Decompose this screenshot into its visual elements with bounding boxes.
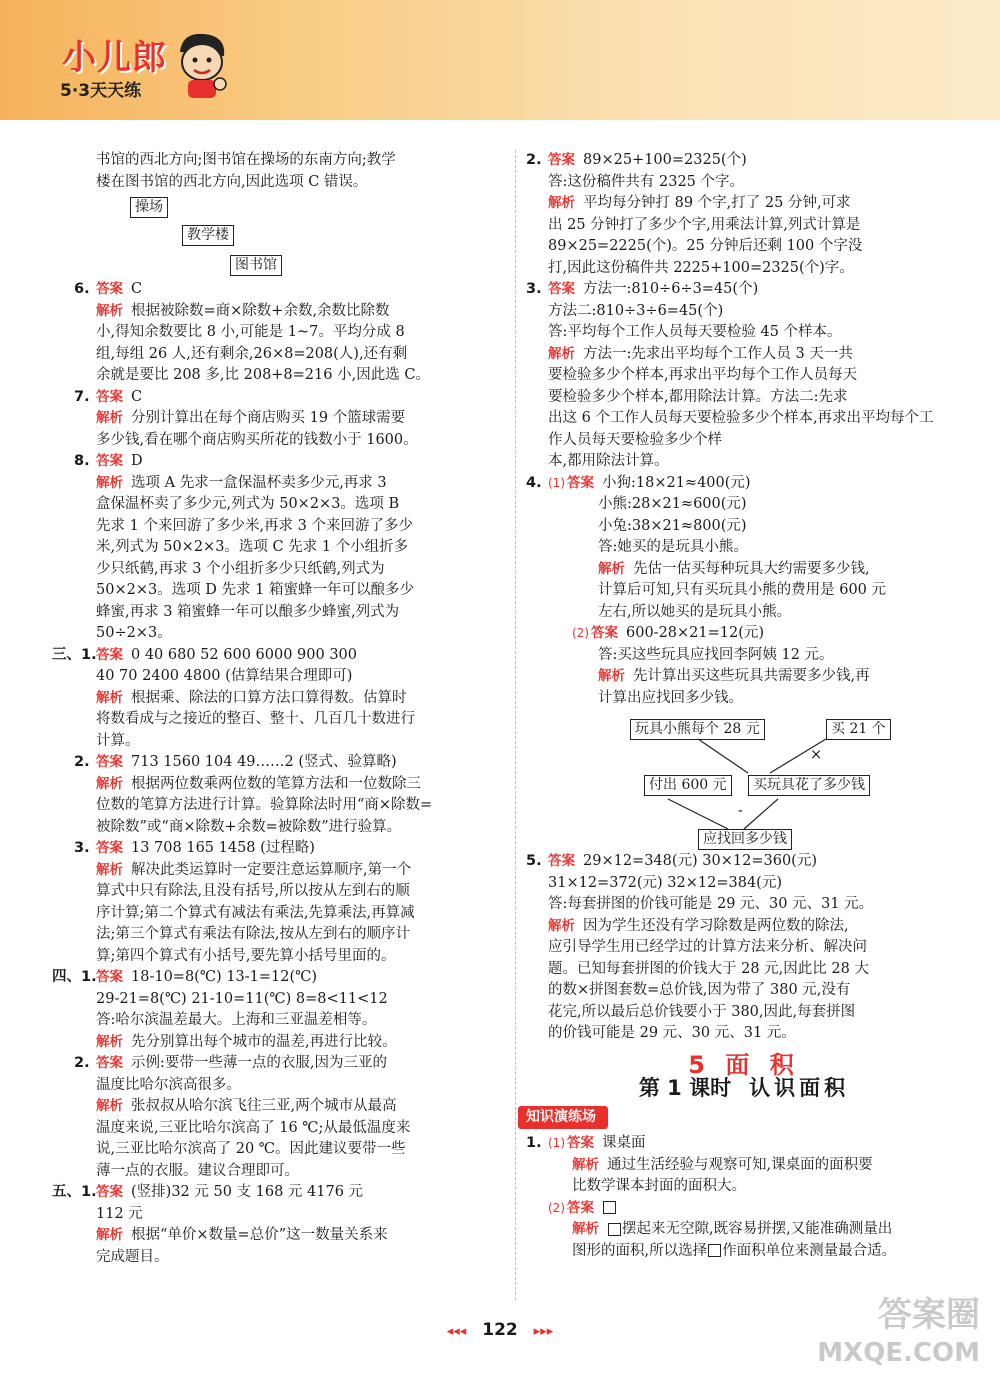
analysis-line: 计算。	[96, 732, 140, 749]
analysis-tag: 解析	[96, 1227, 123, 1243]
analysis-line: 分别计算出在每个商店购买 19 个篮球需要	[131, 410, 406, 426]
analysis-tag: 解析	[598, 668, 625, 684]
analysis-line: 将数看成与之接近的整百、整十、几百几十数进行	[96, 711, 415, 727]
map-figure	[96, 193, 494, 279]
section3-question-1	[52, 645, 494, 753]
analysis-line: 选项 A 先求一盒保温杯卖多少元,再求 3	[131, 474, 387, 491]
analysis-tag: 解析	[96, 474, 123, 491]
analysis-tag: 解析	[96, 689, 123, 706]
analysis-line: 根据“单价×数量=总价”这一数量关系来	[131, 1227, 388, 1243]
answer-text: 答:每套拼图的价钱可能是 29 元、30 元、31 元。	[548, 896, 874, 912]
answer-text: 答:买这些玩具应找回李阿姨 12 元。	[598, 646, 834, 663]
answer-tag: 答案	[567, 474, 594, 491]
analysis-line: 先分别算出每个城市的温差,再进行比较。	[131, 1033, 397, 1050]
answer-tag: 答案	[96, 388, 123, 405]
analysis-line: 因为学生还没有学习除数是两位数的除法,	[583, 917, 849, 934]
analysis-line: 比数学课本封面的面积大。	[572, 1178, 746, 1194]
answer-text: 713 1560 104 49……2 (竖式、验算略)	[131, 754, 397, 770]
question-number: 3.	[74, 840, 90, 856]
question-4	[526, 473, 940, 848]
answer-text: 答:平均每个工作人员每天要检验 45 个样本。	[548, 324, 842, 340]
header-banner	[0, 0, 1000, 120]
sub-number: (2)	[572, 626, 589, 640]
flow-box-unit-price: 玩具小熊每个 28 元	[630, 719, 765, 740]
question-number: 2.	[526, 152, 542, 168]
analysis-line: 平均每分钟打 89 个字,打了 25 分钟,可求	[583, 195, 851, 211]
analysis-tag: 解析	[96, 775, 123, 792]
question-3	[526, 279, 940, 473]
question-number: 四、1.	[52, 969, 97, 985]
section3-question-2	[74, 752, 494, 838]
analysis-line: 左右,所以她买的是玩具小熊。	[598, 603, 792, 620]
analysis-line: 根据两位数乘两位数的笔算方法和一位数除三	[131, 775, 421, 792]
answer-tag: 答案	[96, 1184, 123, 1200]
answer-tag: 答案	[96, 281, 123, 297]
analysis-line: 先估一估买每种玩具大约需要多少钱,	[633, 560, 870, 577]
analysis-tag: 解析	[96, 861, 123, 878]
answer-text: 89×25+100=2325(个)	[583, 152, 747, 168]
watermark-url: MXQE.COM	[817, 1338, 980, 1368]
answer-text: C	[131, 281, 143, 297]
answer-text: 29-21=8(℃) 21-10=11(℃) 8=8<11<12	[96, 990, 388, 1007]
answer-text: 29×12=348(元) 30×12=360(元)	[583, 853, 817, 869]
analysis-tag: 解析	[96, 1098, 123, 1114]
answer-tag: 答案	[96, 646, 123, 663]
question-number: 5.	[526, 853, 542, 869]
analysis-line: 完成题目。	[96, 1248, 169, 1265]
answer-tag: 答案	[96, 840, 123, 856]
answer-tag: 答案	[567, 1199, 594, 1216]
question-5	[526, 851, 940, 1045]
analysis-line: 花完,所以最后总价钱要小于 380,因此,每套拼图	[548, 1003, 856, 1020]
column-divider	[515, 150, 516, 1300]
analysis-line: 米,列式为 50×2×3。选项 C 先求 1 个小组折多	[96, 539, 409, 555]
analysis-line: 薄一点的衣服。建议合理即可。	[96, 1162, 299, 1179]
flow-op-subtract: -	[738, 803, 743, 819]
analysis-line: 少只纸鹤,再求 3 个小组折多少只纸鹤,列式为	[96, 560, 385, 577]
knowledge-question-1	[526, 1133, 940, 1262]
flow-op-multiply: ×	[810, 747, 823, 763]
question-number: 三、1.	[52, 646, 97, 663]
answer-text: 小兔:38×21≈800(元)	[598, 517, 747, 534]
section5-question-1	[52, 1182, 494, 1268]
watermark-line: 答案圈	[878, 1295, 980, 1335]
analysis-line: 多少钱,看在哪个商店购买所花的钱数小于 1600。	[96, 431, 418, 448]
analysis-line: 先计算出买这些玩具共需要多少钱,再	[633, 668, 870, 684]
analysis-line: 题。已知每套拼图的价钱大于 28 元,因此比 28 大	[548, 960, 869, 977]
analysis-line: 应引导学生用已经学过的计算方法来分析、解决问	[548, 939, 867, 955]
page-number: 122	[482, 1320, 518, 1340]
boy-thumbs-up-icon	[172, 30, 232, 100]
answer-text: 答:这份稿件共有 2325 个字。	[548, 173, 745, 190]
sub-number: (2)	[548, 1200, 565, 1215]
analysis-line: 根据乘、除法的口算方法口算得数。估算时	[131, 689, 407, 706]
analysis-line: 作面积单位来测量最合适。	[722, 1242, 897, 1259]
analysis-line: 50÷2×3。	[96, 625, 172, 641]
flow-box-total-cost: 买玩具花了多少钱	[748, 775, 870, 796]
analysis-line: 打,因此这份稿件共 2225+100=2325(个)字。	[548, 259, 854, 276]
left-column	[52, 150, 494, 1268]
analysis-line: 序计算;第二个算式有减法有乘法,先算乘法,再算减	[96, 904, 415, 921]
section3-question-3	[74, 838, 494, 967]
square-unit-icon	[603, 1201, 616, 1214]
analysis-line: 位数的笔算方法进行计算。验算除法时用“商×除数=	[96, 797, 433, 813]
question-number: 五、1.	[52, 1184, 97, 1200]
answer-text: 13 708 165 1458 (过程略)	[131, 840, 315, 856]
analysis-tag: 解析	[96, 410, 123, 426]
question-2	[526, 150, 940, 279]
answer-tag: 答案	[96, 1055, 123, 1071]
flow-box-paid: 付出 600 元	[644, 775, 732, 796]
analysis-line: 被除数”或“商×除数+余数=被除数”进行验算。	[96, 818, 402, 835]
map-box-library: 图书馆	[230, 255, 282, 276]
lesson-number: 第 1 课时	[638, 1076, 732, 1100]
analysis-line: 温度来说,三亚比哈尔滨高了 16 ℃;从最低温度来	[96, 1119, 411, 1136]
answer-tag: 答案	[548, 281, 575, 297]
analysis-line: 出 25 分钟打了多少个字,用乘法计算,列式计算是	[548, 216, 861, 233]
answer-text: C	[131, 388, 143, 405]
question-number: 6.	[74, 281, 90, 297]
answer-text: 18-10=8(℃) 13-1=12(℃)	[131, 969, 318, 985]
question-number: 7.	[74, 388, 90, 405]
flow-box-change: 应找回多少钱	[698, 829, 792, 850]
analysis-line: 89×25=2225(个)。25 分钟后还剩 100 个字没	[548, 238, 863, 254]
analysis-line: 解决此类运算时一定要注意运算顺序,第一个	[131, 861, 412, 878]
answer-text: D	[131, 453, 143, 469]
flow-box-quantity: 买 21 个	[826, 719, 891, 740]
answer-tag: 答案	[96, 754, 123, 770]
answer-text: 课桌面	[602, 1135, 646, 1151]
analysis-line: 的价钱可能是 29 元、30 元、31 元。	[548, 1025, 796, 1041]
answer-text: 40 70 2400 4800 (估算结果合理即可)	[96, 668, 353, 684]
analysis-tag: 解析	[572, 1156, 599, 1173]
answer-text: 答:她买的是玩具小熊。	[598, 539, 748, 555]
answer-text: 小狗:18×21≈400(元)	[602, 474, 751, 491]
square-unit-icon	[608, 1223, 621, 1236]
analysis-line: 说,三亚比哈尔滨高了 20 ℃。因此建议要带一些	[96, 1141, 406, 1157]
right-column	[526, 150, 940, 1262]
analysis-line: 小,得知余数要比 8 小,可能是 1~7。平均分成 8	[96, 324, 405, 340]
answer-text: 方法一:810÷6÷3=45(个)	[583, 281, 759, 297]
answer-text: 0 40 680 52 600 6000 900 300	[131, 646, 357, 663]
intro-line: 书馆的西北方向;图书馆在操场的东南方向;教学	[96, 152, 396, 168]
brand-logo: 小儿郎	[62, 38, 167, 78]
analysis-line: 计算后可知,只有买玩具小熊的费用是 600 元	[598, 582, 887, 598]
answer-tag: 答案	[548, 152, 575, 168]
analysis-tag: 解析	[598, 560, 625, 577]
lesson-name: 认识面积	[749, 1076, 850, 1100]
section4-question-2	[74, 1053, 494, 1182]
answer-tag: 答案	[591, 625, 618, 641]
analysis-line: 要检验多少个样本,都用除法计算。方法二:先求	[548, 388, 848, 405]
analysis-tag: 解析	[96, 302, 123, 319]
answer-text: 31×12=372(元) 32×12=384(元)	[548, 874, 782, 891]
answer-tag: 答案	[567, 1135, 594, 1151]
map-box-teaching-building: 教学楼	[182, 225, 234, 246]
sub-number: (1)	[548, 475, 565, 490]
watermark	[817, 1296, 980, 1372]
analysis-line: 先求 1 个来回游了多少米,再求 3 个来回游了多少	[96, 517, 413, 534]
analysis-line: 方法一:先求出平均每个工作人员 3 天一共	[583, 345, 853, 362]
intro-line: 楼在图书馆的西北方向,因此选项 C 错误。	[96, 173, 368, 190]
question-number: 2.	[74, 1055, 90, 1071]
analysis-line: 50×2×3。选项 D 先求 1 箱蜜蜂一年可以酿多少	[96, 582, 414, 598]
answer-text: 示例:要带一些薄一点的衣服,因为三亚的	[131, 1055, 387, 1071]
question-number: 2.	[74, 754, 90, 770]
analysis-line: 计算出应找回多少钱。	[598, 689, 743, 706]
map-box-playground: 操场	[130, 197, 168, 218]
answer-text: (竖排)32 元 50 支 168 元 4176 元	[131, 1184, 364, 1200]
section-title: 5 面 积	[688, 1050, 800, 1079]
right-arrows-icon: ▸▸▸	[533, 1324, 554, 1339]
analysis-tag: 解析	[572, 1221, 599, 1237]
analysis-line: 算;第四个算式有小括号,要先算小括号里面的。	[96, 947, 396, 964]
analysis-line: 本,都用除法计算。	[548, 453, 669, 469]
analysis-tag: 解析	[548, 345, 575, 362]
analysis-line: 要检验多少个样本,再求出平均每个工作人员每天	[548, 367, 858, 383]
answer-text: 600-28×21=12(元)	[626, 625, 765, 641]
analysis-tag: 解析	[548, 195, 575, 211]
section4-question-1	[52, 967, 494, 1053]
answer-text: 112 元	[96, 1205, 143, 1222]
analysis-line: 根据被除数=商×除数+余数,余数比除数	[131, 302, 390, 319]
analysis-line: 组,每组 26 人,还有剩余,26×8=208(人),还有剩	[96, 345, 408, 362]
question-7	[74, 387, 494, 452]
flow-diagram	[548, 717, 940, 847]
analysis-line: 张叔叔从哈尔滨飞往三亚,两个城市从最高	[131, 1098, 397, 1114]
answer-tag: 答案	[96, 453, 123, 469]
practice-ribbon: 知识演练场	[518, 1106, 608, 1130]
series-name: 5·3天天练	[60, 81, 142, 101]
analysis-line: 蜂蜜,再求 3 箱蜜蜂一年可以酿多少蜂蜜,列式为	[96, 603, 400, 620]
analysis-line: 的数×拼图套数=总价钱,因为带了 380 元,没有	[548, 982, 851, 998]
sub-number: (1)	[548, 1136, 565, 1150]
analysis-line: 通过生活经验与观察可知,课桌面的面积要	[607, 1156, 873, 1173]
question-number: 3.	[526, 281, 542, 297]
answer-tag: 答案	[548, 853, 575, 869]
analysis-line: 算式中只有除法,且没有括号,所以按从左到右的顺	[96, 883, 410, 899]
analysis-line: 盒保温杯卖了多少元,列式为 50×2×3。选项 B	[96, 496, 400, 512]
question-number: 8.	[74, 453, 90, 469]
analysis-line: 余就是要比 208 多,比 208+8=216 小,因此选 C。	[96, 367, 430, 383]
question-number: 1.	[526, 1135, 542, 1151]
analysis-line: 摆起来无空隙,既容易拼摆,又能准确测量出	[622, 1221, 893, 1237]
left-arrows-icon: ◂◂◂	[446, 1324, 467, 1339]
answer-text: 方法二:810÷3÷6=45(个)	[548, 302, 724, 319]
answer-text: 答:哈尔滨温差最大。上海和三亚温差相等。	[96, 1012, 377, 1028]
analysis-line: 图形的面积,所以选择	[572, 1242, 708, 1259]
answer-tag: 答案	[96, 969, 123, 985]
question-6	[74, 279, 494, 387]
analysis-tag: 解析	[96, 1033, 123, 1050]
analysis-line: 法;第三个算式有乘法有除法,按从左到右的顺序计	[96, 926, 410, 942]
question-8	[74, 451, 494, 645]
answer-text: 小熊:28×21≈600(元)	[598, 496, 747, 512]
question-number: 4.	[526, 474, 542, 491]
square-unit-icon	[708, 1244, 721, 1257]
lesson-title	[548, 1078, 940, 1100]
analysis-tag: 解析	[548, 917, 575, 934]
analysis-line: 出这 6 个工作人员每天要检验多少个样本,再求出平均每个工作人员每天要检验多少个样	[548, 410, 934, 448]
answer-text: 温度比哈尔滨高很多。	[96, 1076, 241, 1093]
